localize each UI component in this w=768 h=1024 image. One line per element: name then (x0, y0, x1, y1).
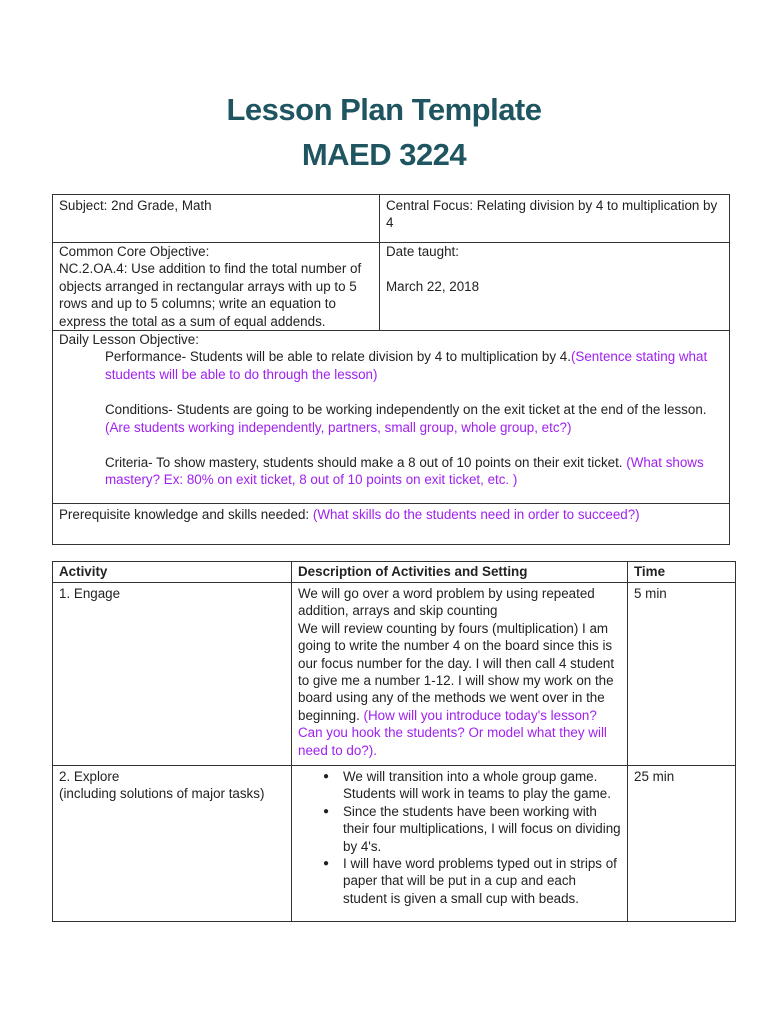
engage-description (292, 583, 628, 766)
performance-hint: (Sentence stating what students will be able to do through the lesson) (105, 349, 708, 382)
list-item: ● Since the students have been working with their four multiplications, I will focus on dividing by 4's. (343, 803, 621, 855)
criteria-text: Criteria- To show mastery, students should make a 8 out of 10 points on their exit ticket. (105, 455, 623, 471)
date-cell (380, 243, 730, 331)
engage-hint: (How will you introduce today's lesson? Can you hook the students? Or model what they will need to do?). (298, 707, 607, 758)
central-focus-cell: Central Focus: Relating division by 4 to multiplication by 4 (380, 195, 730, 243)
common-core-text: NC.2.OA.4: Use addition to find the total number of objects arranged in rectangular arrays with up to 5 rows and up to 5 columns; write an equation to express the total as a sum of equal addends. (59, 261, 362, 329)
header-time: Time (628, 562, 736, 583)
list-item: ● I will have word problems typed out in strips of paper that will be put in a cup and each student is given a small cup with beads. (343, 855, 621, 907)
explore-activity (53, 766, 292, 922)
daily-objective-cell (53, 331, 730, 504)
prerequisite-cell (53, 504, 730, 545)
conditions-hint: (Are students working independently, partners, small group, whole group, etc?) (105, 419, 572, 435)
engage-time: 5 min (628, 583, 736, 766)
engage-desc-line1: We will go over a word problem by using repeated addition, arrays and skip counting (298, 586, 595, 619)
date-label: Date taught: (386, 244, 459, 259)
explore-description (292, 766, 628, 922)
performance-objective (59, 348, 723, 383)
header-description: Description of Activities and Setting (292, 562, 628, 583)
table-row (53, 583, 736, 766)
activity-table (52, 561, 736, 922)
conditions-text: Conditions- Students are going to be working independently on the exit ticket at the end of the lesson. (105, 402, 707, 418)
prerequisite-hint: (What skills do the students need in order to succeed?) (312, 507, 640, 523)
performance-text: Performance- Students will be able to relate division by 4 to multiplication by 4. (105, 349, 571, 365)
common-core-label: Common Core Objective: (59, 244, 210, 259)
common-core-cell (53, 243, 380, 331)
explore-activity-sub: (including solutions of major tasks) (59, 786, 265, 802)
explore-time: 25 min (628, 766, 736, 922)
header-activity: Activity (53, 562, 292, 583)
engage-activity: 1. Engage (53, 583, 292, 766)
table-row (53, 766, 736, 922)
document-title: Lesson Plan Template (226, 92, 542, 127)
lesson-info-table (52, 194, 730, 545)
date-value: March 22, 2018 (386, 279, 480, 295)
explore-bullet-list (298, 768, 621, 907)
course-code: MAED 3224 (301, 137, 467, 172)
subject-cell: Subject: 2nd Grade, Math (53, 195, 380, 243)
activity-table-header (53, 562, 736, 583)
explore-activity-label: 2. Explore (59, 769, 120, 784)
prerequisite-text: Prerequisite knowledge and skills needed: (59, 507, 310, 523)
conditions-objective (59, 401, 723, 436)
daily-objective-label: Daily Lesson Objective: (59, 332, 199, 348)
list-item: ● We will transition into a whole group game. Students will work in teams to play the game. (343, 768, 621, 803)
criteria-objective (59, 454, 723, 489)
engage-desc-line2: We will review counting by fours (multiplication) I am going to write the number 4 on the board since this is our focus number for the day. I will then call 4 student to give me a number 1-12. I will show my work on the board using any of the methods we went over in the beginning. (298, 620, 615, 723)
criteria-hint: (What shows mastery? Ex: 80% on exit ticket, 8 out of 10 points on exit ticket, etc. ) (105, 455, 704, 488)
